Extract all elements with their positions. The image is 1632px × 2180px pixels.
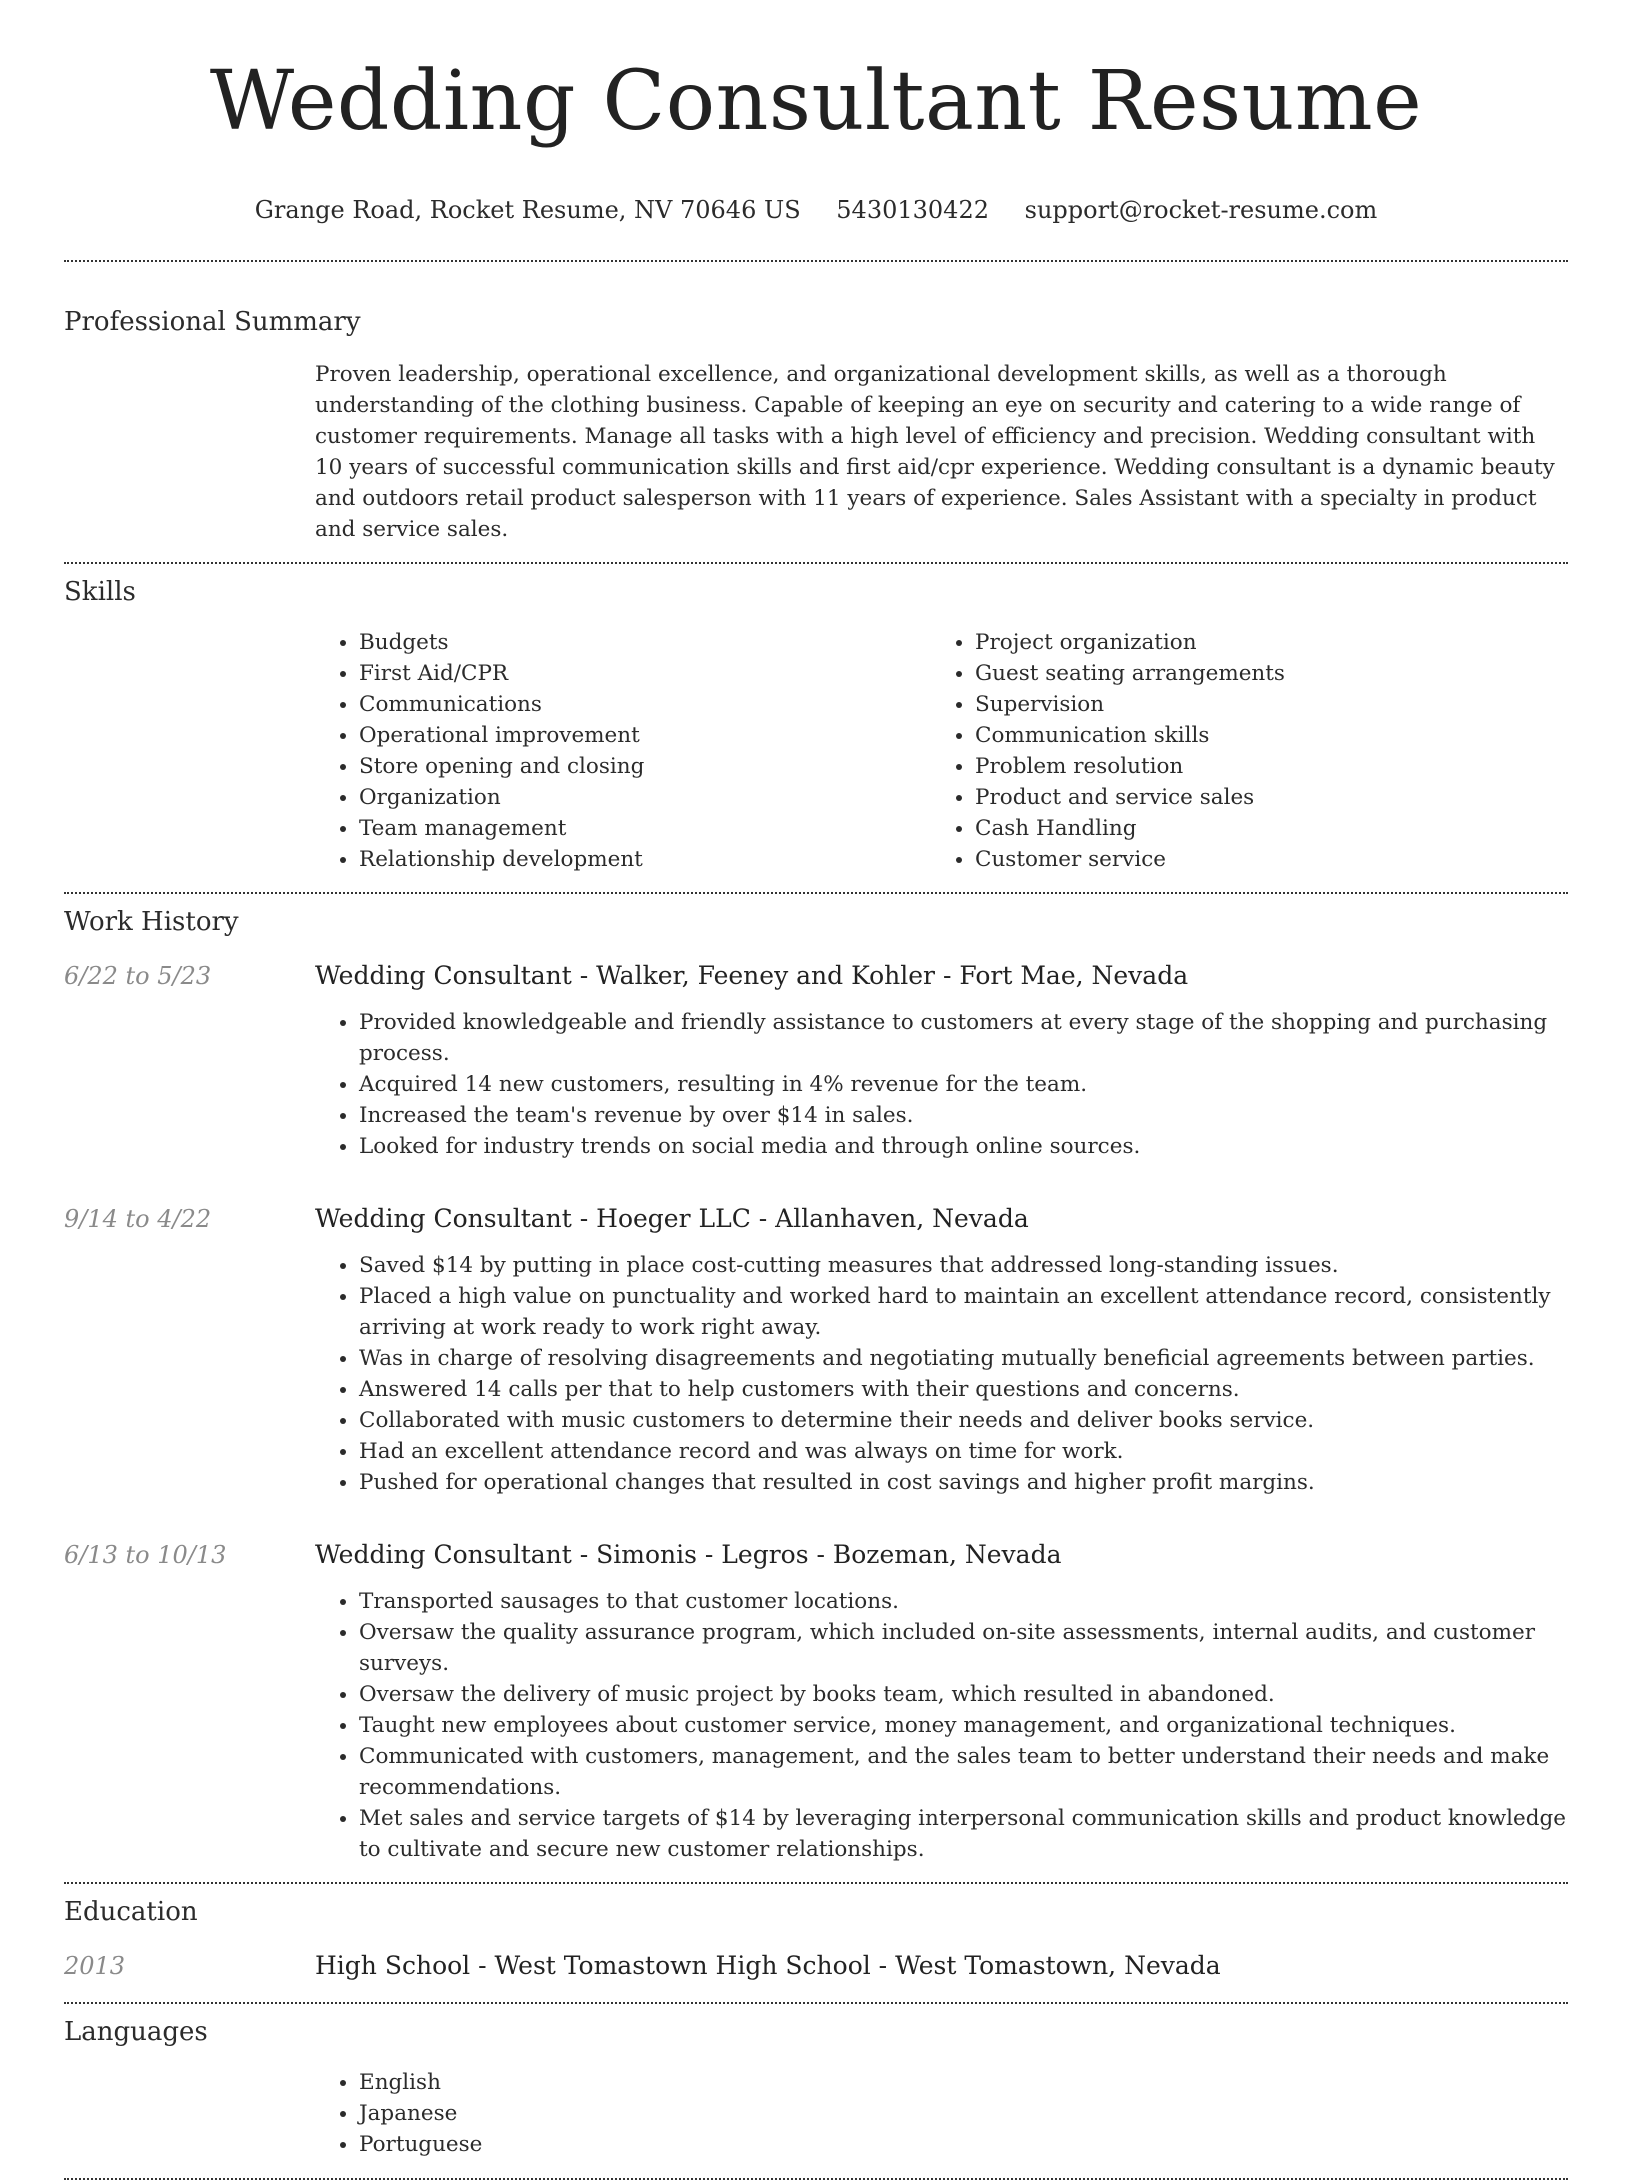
divider-summary — [64, 562, 1568, 564]
divider-education — [64, 2002, 1568, 2004]
skill-item: • Guest seating arrangements — [975, 658, 1568, 689]
languages-list — [315, 2067, 1568, 2160]
job-bullets — [315, 1586, 1568, 1865]
contact-line — [64, 194, 1568, 226]
skill-item: • Project organization — [975, 627, 1568, 658]
skill-item: • Communications — [359, 689, 931, 720]
job-bullet: • Was in charge of resolving disagreements and negotiating mutually beneficial agreements between parties. — [359, 1343, 1568, 1374]
job-bullet: • Acquired 14 new customers, resulting in 4% revenue for the team. — [359, 1069, 1568, 1100]
job-bullet: • Collaborated with music customers to determine their needs and deliver books service. — [359, 1405, 1568, 1436]
section-education — [64, 1895, 1568, 1983]
skill-item: • Cash Handling — [975, 813, 1568, 844]
language-item: • English — [359, 2067, 1568, 2098]
job-bullet: • Oversaw the quality assurance program, which included on-site assessments, internal audits, and customer surveys. — [359, 1617, 1568, 1679]
resume-title: Wedding Consultant Resume — [209, 54, 1423, 149]
section-title-education: Education — [64, 1897, 198, 1927]
job-bullet: • Met sales and service targets of $14 by leveraging interpersonal communication skills and product knowledge to cultivate and secure new customer relationships. — [359, 1803, 1568, 1865]
skill-item: • Organization — [359, 782, 931, 813]
contact-address: Grange Road, Rocket Resume, NV 70646 US — [254, 196, 801, 224]
skills-list-left — [315, 627, 931, 875]
language-item: • Japanese — [359, 2098, 1568, 2129]
education-date: 2013 — [64, 1952, 126, 1980]
skill-item: • Supervision — [975, 689, 1568, 720]
job-bullet: • Had an excellent attendance record and was always on time for work. — [359, 1436, 1568, 1467]
job-bullet: • Pushed for operational changes that resulted in cost savings and higher profit margins. — [359, 1467, 1568, 1498]
skills-list-right — [931, 627, 1568, 875]
skill-item: • Budgets — [359, 627, 931, 658]
section-title-summary: Professional Summary — [64, 307, 361, 337]
section-title-skills: Skills — [64, 577, 136, 607]
skills-grid — [315, 627, 1568, 875]
section-title-languages: Languages — [64, 2017, 208, 2047]
job-bullet: • Increased the team's revenue by over $14 in sales. — [359, 1100, 1568, 1131]
divider-header — [64, 260, 1568, 262]
job-date: 9/14 to 4/22 — [64, 1205, 212, 1233]
contact-email: support@rocket-resume.com — [1024, 196, 1378, 224]
job-bullet: • Communicated with customers, management, and the sales team to better understand their needs and make recommendations. — [359, 1741, 1568, 1803]
job-bullet: • Transported sausages to that customer locations. — [359, 1586, 1568, 1617]
skill-item: • Operational improvement — [359, 720, 931, 751]
section-summary — [64, 305, 1568, 545]
job-bullets — [315, 1250, 1568, 1498]
job-bullet: • Looked for industry trends on social media and through online sources. — [359, 1131, 1568, 1162]
skill-item: • Product and service sales — [975, 782, 1568, 813]
section-languages — [64, 2015, 1568, 2160]
language-item: • Portuguese — [359, 2129, 1568, 2160]
education-degree: High School - West Tomastown High School - West Tomastown, Nevada — [315, 1951, 1221, 1980]
job-bullet: • Placed a high value on punctuality and worked hard to maintain an excellent attendance record, consistently arriving at work ready to work right away. — [359, 1281, 1568, 1343]
skill-item: • Relationship development — [359, 844, 931, 875]
job-entry — [64, 1202, 1568, 1498]
skill-item: • Store opening and closing — [359, 751, 931, 782]
divider-work — [64, 1882, 1568, 1884]
education-entry — [64, 1949, 1568, 1983]
job-date: 6/13 to 10/13 — [64, 1541, 227, 1569]
job-bullet: • Taught new employees about customer service, money management, and organizational techniques. — [359, 1710, 1568, 1741]
contact-phone: 5430130422 — [836, 196, 989, 224]
job-title: Wedding Consultant - Simonis - Legros - Bozeman, Nevada — [315, 1540, 1062, 1569]
skill-item: • Customer service — [975, 844, 1568, 875]
section-work-history — [64, 905, 1568, 1865]
divider-skills — [64, 892, 1568, 894]
skill-item: • Problem resolution — [975, 751, 1568, 782]
job-date: 6/22 to 5/23 — [64, 962, 212, 990]
job-title: Wedding Consultant - Hoeger LLC - Allanhaven, Nevada — [315, 1204, 1029, 1233]
job-bullet: • Answered 14 calls per that to help customers with their questions and concerns. — [359, 1374, 1568, 1405]
summary-text: Proven leadership, operational excellence, and organizational development skills, as well as a thorough understanding of the clothing business. Capable of keeping an eye on security and catering to a wide range of customer requirements. Manage all tasks with a high level of efficiency and precision. Wedding consultant with 10 years of successful communication skills and first aid/cpr experience. Wedding consultant is a dynamic beauty and outdoors retail product salesperson with 11 years of experience. Sales Assistant with a specialty in product and service sales. — [315, 362, 1555, 542]
skill-item: • Team management — [359, 813, 931, 844]
job-bullet: • Provided knowledgeable and friendly assistance to customers at every stage of the shopping and purchasing process. — [359, 1007, 1568, 1069]
job-bullet: • Saved $14 by putting in place cost-cutting measures that addressed long-standing issues. — [359, 1250, 1568, 1281]
skill-item: • Communication skills — [975, 720, 1568, 751]
section-skills — [64, 575, 1568, 875]
section-title-work: Work History — [64, 907, 239, 937]
skill-item: • First Aid/CPR — [359, 658, 931, 689]
job-title: Wedding Consultant - Walker, Feeney and Kohler - Fort Mae, Nevada — [315, 961, 1189, 990]
job-bullets — [315, 1007, 1568, 1162]
job-bullet: • Oversaw the delivery of music project by books team, which resulted in abandoned. — [359, 1679, 1568, 1710]
job-entry — [64, 1538, 1568, 1865]
job-entry — [64, 959, 1568, 1162]
